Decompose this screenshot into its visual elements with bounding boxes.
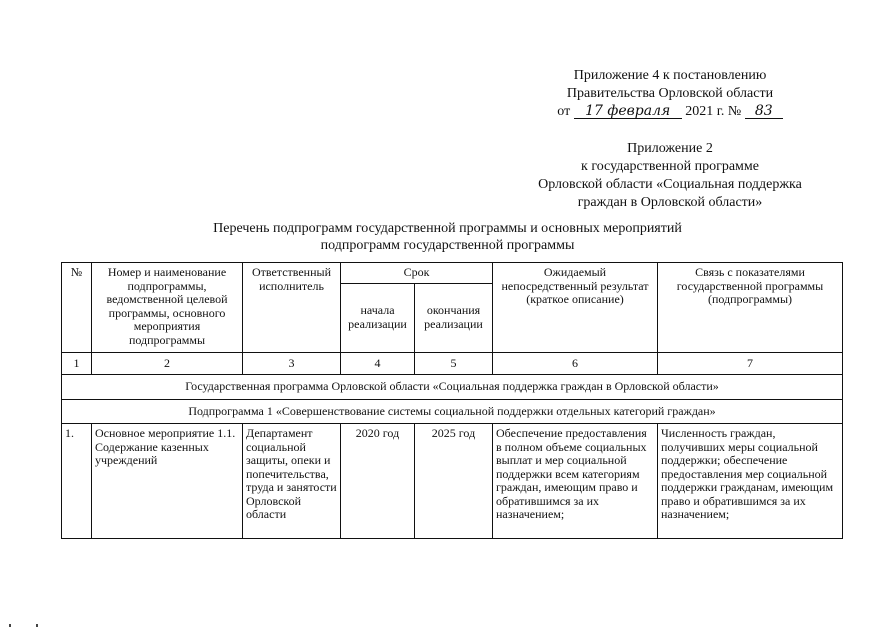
scan-mark xyxy=(9,624,11,627)
year-label: 2021 г. № xyxy=(685,104,742,119)
program-banner-row xyxy=(62,375,843,400)
program-banner: Государственная программа Орловской области «Социальная поддержка граждан в Орловской области» xyxy=(62,375,843,400)
col-number: 3 xyxy=(243,352,341,375)
appendix-4-date-line xyxy=(505,103,835,121)
table-row xyxy=(62,424,843,539)
row-start: 2020 год xyxy=(341,424,415,539)
row-executor: Департамент социальной защиты, опеки и попечительства, труда и занятости Орловской области xyxy=(243,424,341,539)
header-name: Номер и наименование подпрограммы, ведомственной целевой программы, основного мероприятия подпрограммы xyxy=(92,263,243,353)
appendix-2-header xyxy=(505,140,835,212)
scan-mark xyxy=(36,624,38,627)
appendix-4-header xyxy=(505,67,835,121)
col-number: 4 xyxy=(341,352,415,375)
subprogram-banner-row xyxy=(62,399,843,424)
subprogram-banner: Подпрограмма 1 «Совершенствование системы социальной поддержки отдельных категорий граждан» xyxy=(62,399,843,424)
col-number: 7 xyxy=(658,352,843,375)
header-term-start: начала реализации xyxy=(341,283,415,352)
column-number-row xyxy=(62,352,843,375)
col-number: 1 xyxy=(62,352,92,375)
appendix-2-line3: Орловской области «Социальная поддержка xyxy=(538,177,802,192)
header-link: Связь с показателями государственной программы (подпрограммы) xyxy=(658,263,843,353)
row-name: Основное мероприятие 1.1. Содержание казенных учреждений xyxy=(92,424,243,539)
row-result: Обеспечение предоставления в полном объеме социальных выплат и мер социальной поддержки всем категориям граждан, имеющим право и обратившимся за их назначением; xyxy=(493,424,658,539)
appendix-2-line2: к государственной программе xyxy=(581,159,759,174)
date-signature: 17 февраля xyxy=(574,104,682,119)
header-row xyxy=(62,263,843,284)
header-no: № xyxy=(62,263,92,353)
title-line2: подпрограмм государственной программы xyxy=(320,238,575,253)
appendix-2-line4: граждан в Орловской области» xyxy=(577,195,763,210)
row-end: 2025 год xyxy=(415,424,493,539)
appendix-4-line1: Приложение 4 к постановлению xyxy=(573,68,767,83)
header-executor: Ответственный исполнитель xyxy=(243,263,341,353)
header-term-end: окончания реализации xyxy=(415,283,493,352)
document-title xyxy=(60,220,835,254)
header-result: Ожидаемый непосредственный результат (краткое описание) xyxy=(493,263,658,353)
col-number: 5 xyxy=(415,352,493,375)
title-line1: Перечень подпрограмм государственной программы и основных мероприятий xyxy=(213,221,682,236)
date-prefix: от xyxy=(557,104,571,119)
col-number: 2 xyxy=(92,352,243,375)
number-signature: 83 xyxy=(745,104,783,119)
row-no: 1. xyxy=(62,424,92,539)
col-number: 6 xyxy=(493,352,658,375)
row-link: Численность граждан, получивших меры социальной поддержки; обеспечение предоставления мер социальной поддержки гражданам, имеющим право и обратившимся за их назначением; xyxy=(658,424,843,539)
appendix-2-line1: Приложение 2 xyxy=(627,141,713,156)
appendix-4-line2: Правительства Орловской области xyxy=(566,86,774,101)
header-term: Срок xyxy=(341,263,493,284)
programs-table xyxy=(61,262,843,539)
